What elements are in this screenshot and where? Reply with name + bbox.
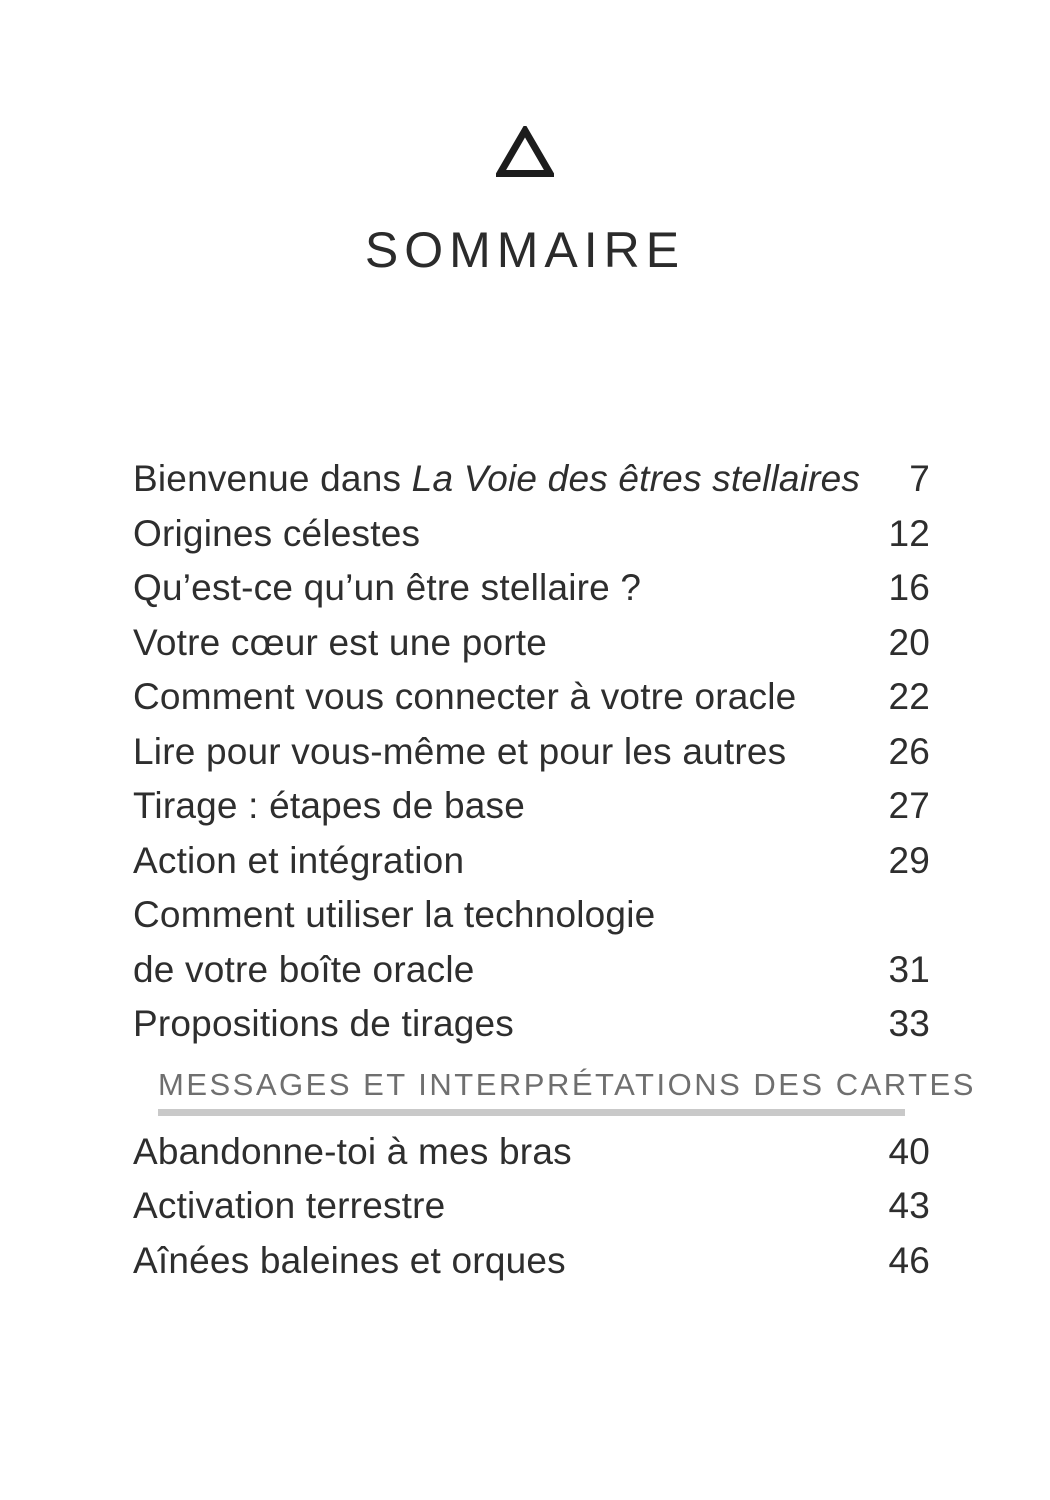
card-entries-list: [133, 1125, 930, 1289]
toc-entry-label: Comment utiliser la technologie: [133, 894, 656, 935]
toc-entry-label: Lire pour vous-même et pour les autres: [133, 730, 787, 772]
section-header: MESSAGES ET INTERPRÉTATIONS DES CARTES: [158, 1066, 976, 1102]
toc-entry-label: Qu’est-ce qu’un être stellaire ?: [133, 567, 642, 608]
toc-entry-label: [133, 452, 860, 507]
toc-entry: [133, 834, 930, 889]
toc-entry: [133, 561, 930, 616]
toc-entry-page-number: 12: [888, 512, 930, 554]
toc-entry-label: de votre boîte oracle: [133, 948, 475, 990]
toc-entry-label: Tirage : étapes de base: [133, 785, 525, 826]
toc-entry: [133, 507, 930, 562]
toc-entry-page-number: 26: [888, 730, 930, 772]
toc-entry-label: Activation terrestre: [133, 1185, 446, 1226]
toc-entry-page-number: 31: [888, 948, 930, 990]
toc-entry-label: Aînées baleines et orques: [133, 1239, 566, 1281]
toc-entry-page-number: 22: [888, 676, 930, 717]
toc-entry: [133, 1125, 930, 1180]
toc-entry: [133, 725, 930, 780]
toc-entry-page-number: 43: [888, 1185, 930, 1226]
toc-entry-page-number: 33: [888, 1003, 930, 1044]
toc-entry: [133, 943, 930, 998]
toc-entry: [133, 452, 930, 507]
toc-entry: [133, 779, 930, 834]
toc-entry-page-number: 16: [888, 567, 930, 608]
toc-entry-label-prefix: Bienvenue dans: [133, 458, 412, 499]
toc-entry-page-number: 46: [888, 1239, 930, 1281]
toc-list: [133, 452, 976, 1288]
toc-entry: [133, 1179, 930, 1234]
toc-entry-label-italic: La Voie des êtres stellaires: [411, 458, 861, 499]
toc-entry-label: Origines célestes: [133, 512, 421, 554]
toc-entry-page-number: 7: [909, 458, 930, 499]
page-title: SOMMAIRE: [364, 222, 686, 278]
toc-entry-label: Action et intégration: [133, 839, 465, 881]
section-header-underline: [158, 1109, 905, 1116]
toc-entry: [133, 670, 930, 725]
triangle-icon: [0, 126, 1050, 178]
toc-entry: [133, 616, 930, 671]
toc-entry-label: Abandonne-toi à mes bras: [133, 1130, 572, 1172]
toc-entry: [133, 1234, 930, 1289]
toc-entry-page-number: 40: [888, 1130, 930, 1172]
toc-entry-page-number: 20: [888, 621, 930, 663]
toc-entry-label: Comment vous connecter à votre oracle: [133, 676, 797, 717]
toc-entry-page-number: 29: [888, 839, 930, 881]
toc-entry-page-number: 27: [888, 785, 930, 826]
toc-entry-label: Propositions de tirages: [133, 1003, 514, 1044]
toc-entry: [133, 888, 930, 943]
toc-entry-label: Votre cœur est une porte: [133, 621, 548, 663]
toc-entry: [133, 997, 930, 1052]
